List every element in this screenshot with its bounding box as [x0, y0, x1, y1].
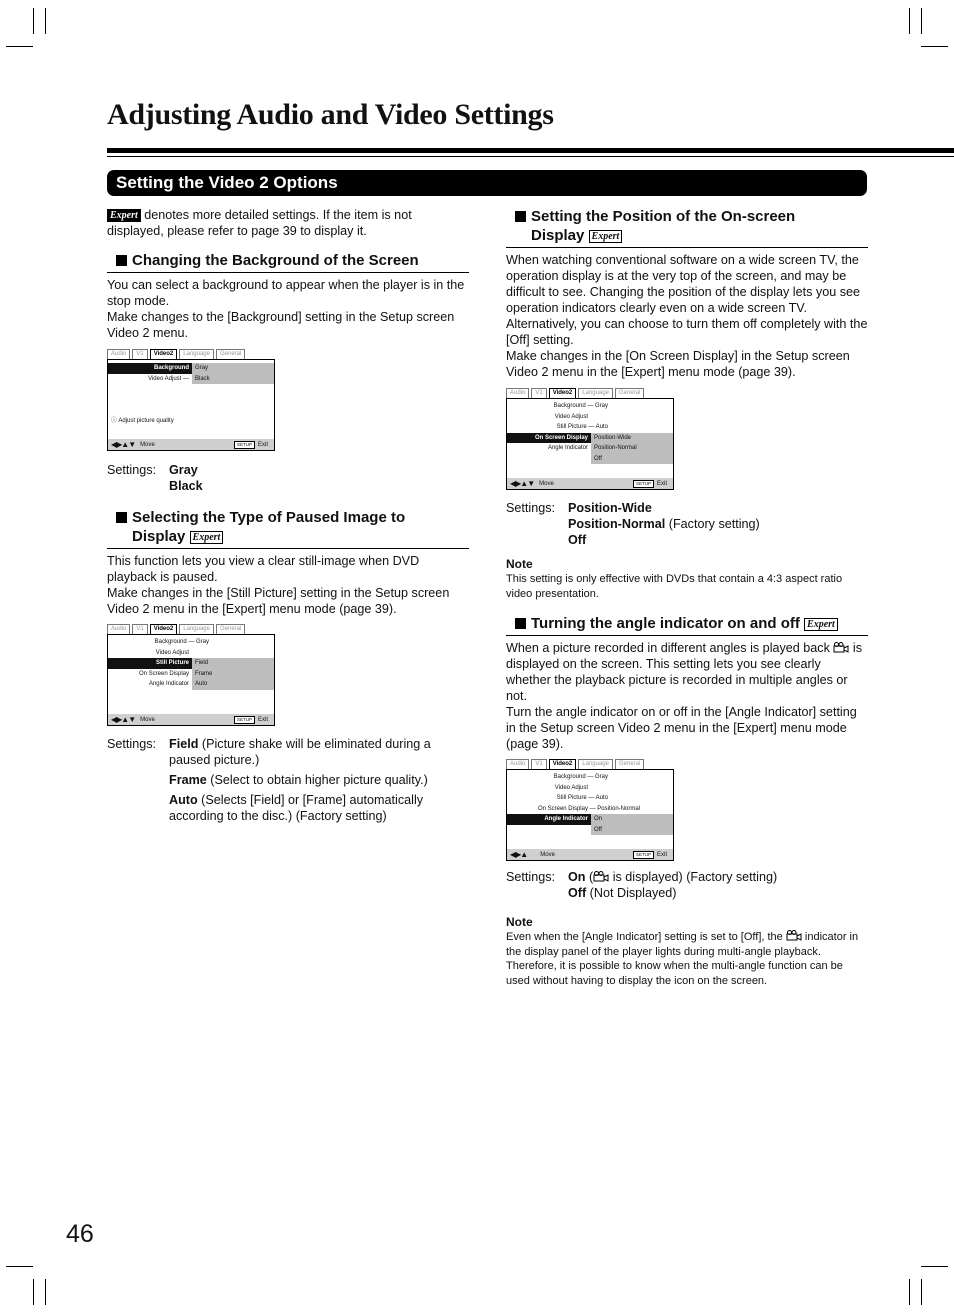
intro-text: Expert denotes more detailed settings. If the item is not displayed, please refer to page 39 to display it. — [107, 208, 412, 238]
menu-item: Still Picture — Auto — [556, 424, 608, 430]
paused-paragraph: Make changes in the [Still Picture] setting in the Setup screen Video 2 menu in the [Expert] menu mode (page 39). — [107, 586, 450, 616]
expert-badge: Expert — [589, 230, 623, 243]
expert-badge: Expert — [190, 531, 224, 544]
tab-general: General — [216, 624, 245, 634]
menu-tabs — [107, 624, 275, 634]
expert-badge: Expert — [804, 618, 838, 631]
tab-audio: Audio — [107, 349, 130, 359]
menu-item: On Screen Display — Position-Normal — [537, 805, 640, 812]
paused-paragraph: This function lets you view a clear still-image when DVD playback is paused. — [107, 554, 420, 584]
setup-menu-still-picture — [107, 624, 275, 726]
section-title: Setting the Video 2 Options — [107, 170, 867, 196]
menu-tabs — [506, 388, 674, 398]
menu-option: Black — [192, 374, 274, 385]
osd-paragraph: Alternatively, you can choose to turn them off completely with the [Off] setting. — [506, 317, 868, 347]
crop-mark — [45, 8, 46, 34]
tab-language: Language — [578, 388, 613, 398]
crop-mark — [909, 1279, 910, 1305]
angle-heading: Turning the angle indicator on and off Expert — [506, 614, 868, 636]
crop-mark — [45, 1279, 46, 1305]
tab-audio: Audio — [506, 388, 529, 398]
menu-item: On Screen Display — [138, 670, 189, 677]
menu-item: Still Picture — [108, 658, 192, 669]
menu-tabs — [107, 349, 275, 359]
menu-footer: ◀▶▲▼ Move SETUP Exit — [507, 478, 673, 489]
menu-item: Background — Gray — [553, 774, 608, 780]
arrow-keys-icon: ◀▶▲▼ — [111, 439, 136, 449]
menu-item: Background — Gray — [553, 403, 608, 409]
setup-menu-angle-indicator — [506, 759, 674, 861]
paused-heading: Selecting the Type of Paused Image to Display Expert — [107, 508, 469, 549]
crop-mark — [6, 46, 33, 47]
menu-item: Video Adjust — [554, 413, 588, 420]
menu-item: Still Picture — Auto — [556, 795, 608, 801]
menu-item: On Screen Display — [507, 433, 591, 444]
setup-key-icon: SETUP — [234, 716, 255, 724]
menu-item: Video Adjust — [155, 649, 189, 656]
menu-footer: ◀▶▲ Move SETUP Exit — [507, 849, 673, 860]
menu-screen — [107, 634, 275, 726]
osd-paragraph: When watching conventional software on a wide screen TV, the operation display is at the very top of the screen, and may be difficult to see. Changing the position of the display lets you see operation indicators clearly even on a wide screen TV. — [506, 253, 861, 315]
arrow-keys-icon: ◀▶▲ — [510, 849, 528, 859]
setting-value: Gray — [169, 463, 198, 477]
menu-option: Auto — [192, 679, 274, 690]
menu-option: Position-Normal — [591, 443, 673, 454]
page-title: Adjusting Audio and Video Settings — [107, 98, 554, 131]
crop-mark — [921, 8, 922, 34]
tab-language: Language — [578, 759, 613, 769]
square-bullet-icon — [515, 618, 526, 629]
setting-value: Position-Normal — [568, 517, 666, 531]
tab-language: Language — [179, 349, 214, 359]
note-text: This setting is only effective with DVDs that contain a 4:3 aspect ratio video presentation. — [506, 573, 843, 600]
note-heading: Note — [506, 915, 533, 929]
setting-value: Off — [568, 886, 587, 900]
menu-option: Position-Wide — [591, 433, 673, 444]
info-icon: ⓘ — [111, 418, 119, 424]
menu-item: Angle Indicator — [148, 681, 189, 687]
right-column — [506, 207, 868, 988]
osd-paragraph: Make changes in the [On Screen Display] in the Setup screen Video 2 menu in the [Expert] menu mode (page 39). — [506, 349, 850, 379]
setting-value: On — [568, 870, 586, 884]
crop-mark — [921, 46, 948, 47]
menu-item: Video Adjust — [554, 784, 588, 791]
tab-general: General — [615, 388, 644, 398]
crop-mark — [6, 1266, 33, 1267]
title-rule-thin — [107, 156, 954, 157]
menu-option: Off — [591, 825, 673, 836]
menu-tabs — [506, 759, 674, 769]
crop-mark — [33, 1279, 34, 1305]
left-column — [107, 207, 469, 828]
tab-v1: V1 — [531, 759, 546, 769]
tab-v1: V1 — [132, 624, 147, 634]
note-text: Even when the [Angle Indicator] setting is set to [Off], the indicator in the display panel of the player lights during multi-angle playback. Therefore, it is possible to know when the multi-angle function can be used without having to display the icon on the screen. — [506, 931, 859, 987]
tab-audio: Audio — [107, 624, 130, 634]
paused-settings: Settings: Field (Picture shake will be eliminated during a paused picture.) Frame (Select to obtain higher picture quality.) Auto (Selects [Field] or [Frame] automatically according to the disc.) (Factory setting) — [107, 737, 431, 823]
setting-value: Frame — [169, 773, 207, 787]
menu-option: Field — [192, 658, 274, 669]
setup-key-icon: SETUP — [633, 851, 654, 859]
setup-key-icon: SETUP — [234, 441, 255, 449]
menu-item: Angle Indicator — [507, 814, 591, 825]
menu-item: Video Adjust — — [148, 375, 189, 382]
crop-mark — [909, 8, 910, 34]
menu-option: On — [591, 814, 673, 825]
background-heading: Changing the Background of the Screen — [107, 251, 469, 273]
menu-screen — [506, 769, 674, 861]
crop-mark — [33, 8, 34, 34]
title-rule — [107, 148, 954, 153]
osd-settings: Settings: Position-Wide Position-Normal (Factory setting) Off — [506, 501, 760, 547]
tab-video2: Video2 — [549, 759, 577, 769]
setting-value: Auto — [169, 793, 198, 807]
crop-mark — [921, 1279, 922, 1305]
angle-paragraph: Turn the angle indicator on or off in the [Angle Indicator] setting in the Setup screen Video 2 menu in the [Expert] menu mode (page 39). — [506, 705, 857, 751]
menu-option: Gray — [192, 363, 274, 374]
setup-key-icon: SETUP — [633, 480, 654, 488]
menu-screen — [506, 398, 674, 490]
osd-heading: Setting the Position of the On-screen Display Expert — [506, 207, 868, 248]
tab-v1: V1 — [531, 388, 546, 398]
menu-footer: ◀▶▲▼ Move SETUP Exit — [108, 439, 274, 450]
angle-paragraph: When a picture recorded in different angles is played back is displayed on the screen. This setting lets you see clearly whether the playback picture is recorded in multiple angles or not. — [506, 641, 862, 703]
angle-camera-icon — [593, 871, 609, 882]
setting-value: Position-Wide — [568, 501, 652, 515]
expert-badge: Expert — [107, 209, 141, 222]
square-bullet-icon — [116, 512, 127, 523]
menu-info: ⓘ Adjust picture quality — [111, 418, 174, 424]
setup-menu-background — [107, 349, 275, 451]
menu-screen — [107, 359, 275, 451]
setup-menu-on-screen-display — [506, 388, 674, 490]
angle-settings: Settings: On ( is displayed) (Factory setting) Off (Not Displayed) — [506, 870, 778, 900]
tab-video2: Video2 — [549, 388, 577, 398]
arrow-keys-icon: ◀▶▲▼ — [510, 478, 535, 488]
note-heading: Note — [506, 557, 533, 571]
menu-item: Background — [108, 363, 192, 374]
tab-audio: Audio — [506, 759, 529, 769]
menu-item: Background — Gray — [154, 639, 209, 645]
angle-camera-icon — [833, 642, 849, 653]
background-paragraph: You can select a background to appear when the player is in the stop mode. — [107, 278, 465, 308]
menu-option: Frame — [192, 669, 274, 680]
page-number: 46 — [66, 1220, 94, 1248]
menu-item: Angle Indicator — [547, 445, 588, 451]
tab-general: General — [216, 349, 245, 359]
angle-camera-icon — [786, 930, 802, 941]
square-bullet-icon — [515, 211, 526, 222]
setting-value: Black — [169, 479, 203, 493]
setting-value: Field — [169, 737, 199, 751]
tab-language: Language — [179, 624, 214, 634]
background-paragraph: Make changes to the [Background] setting in the Setup screen Video 2 menu. — [107, 310, 455, 340]
crop-mark — [921, 1266, 948, 1267]
menu-footer: ◀▶▲▼ Move SETUP Exit — [108, 714, 274, 725]
square-bullet-icon — [116, 255, 127, 266]
menu-option: Off — [591, 454, 673, 465]
background-settings: Settings: Gray Black — [107, 463, 203, 493]
tab-general: General — [615, 759, 644, 769]
tab-v1: V1 — [132, 349, 147, 359]
tab-video2: Video2 — [150, 624, 178, 634]
setting-value: Off — [568, 533, 587, 547]
tab-video2: Video2 — [150, 349, 178, 359]
arrow-keys-icon: ◀▶▲▼ — [111, 714, 136, 724]
